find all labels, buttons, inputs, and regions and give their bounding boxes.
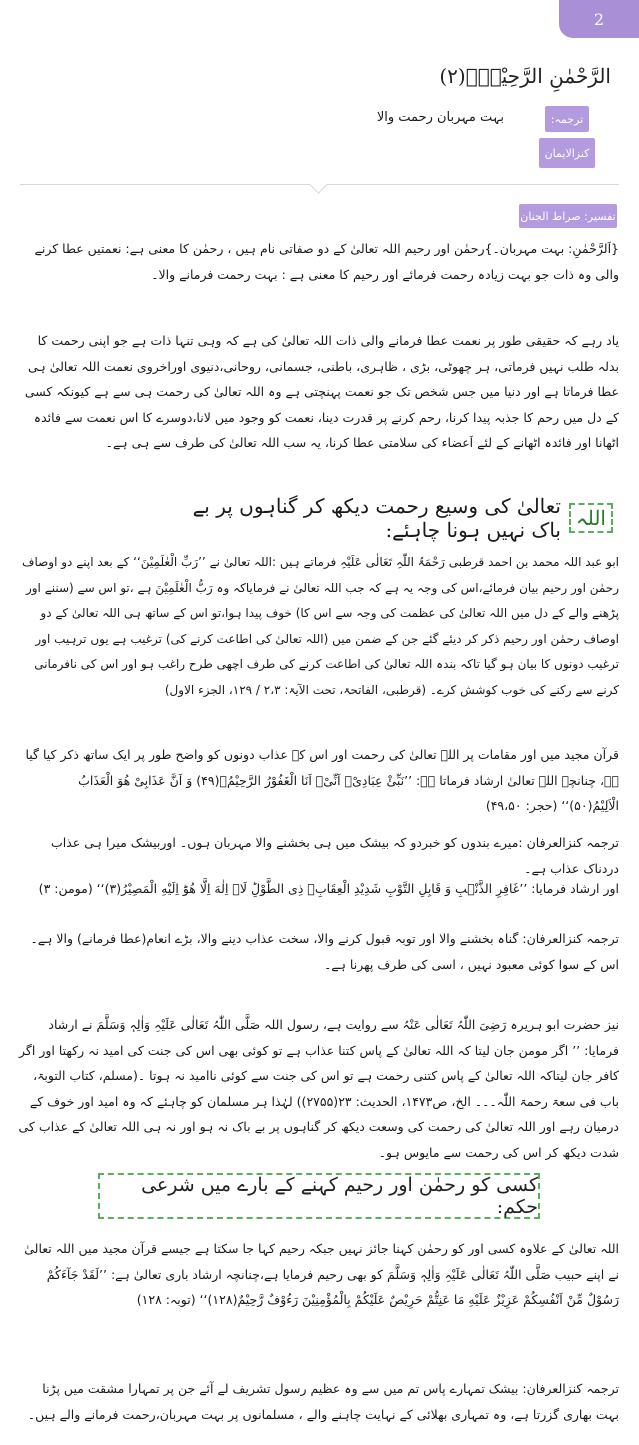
divider-notch [309,175,327,193]
tafseer-tag: تفسیر: صراط الجنان [519,204,617,228]
paragraph-qurtubi: ابو عبد اللہ محمد بن احمد قرطبی رَحْمَۃُ اللّٰہِ تَعَالٰی عَلَیْہِ فرماتے ہیں :اللہ تعالیٰ نے ’’رَبِّ الْعٰلَمِیْنَ‘‘ کے بعد اپنے دو اوصاف رحمٰن اور رحیم بیان فرمائے،اس کی وجہ یہ ہے کہ جب اللہ تعالیٰ نے فرمایاکہ وہ رَبُّ الْعٰلَمِیْنَ ہے ،تو اس سے (سننے اور پڑھنے والے کے دل میں اللہ تعالیٰ کی عظمت کی وجہ سے اس کا) خوف پیدا ہوا،تو اس کے ساتھ ہی اللہ تعالیٰ کے دو اوصاف رحمٰن اور رحیم ذکر کر دیئے گئے جن کے ضمن میں (اللہ تعالیٰ کی اطاعت کرنے کی) ترغیب ہے یوں ترہیب اور ترغیب دونوں کا بیان ہو گیا تاکہ بندہ اللہ تعالیٰ کی اطاعت کرنے کی طرف اچھی طرح راغب ہو اور اس کی نافرمانی کرنے سے رکنے کی خوب کوشش کرے۔ (قرطبی، الفاتحۃ، تحت الآیۃ: ۲،۳ / ۱۲۹، الجزء الاول) [22,555,619,697]
paragraph-quran-verse-momin: اور ارشاد فرمایا: ’’غَافِرِ الذَّنْۢبِ وَ قَابِلِ التَّوْبِ شَدِیْدِ الْعِقَابِۙ ذِی الطَّوْلِؕ لَاۤ اِلٰهَ اِلَّا هُوَؕ اِلَیْهِ الْمَصِیْرُ(۳)‘‘ (مومن: ۳) [38,881,619,896]
heading-text: تعالیٰ کی وسیع رحمت دیکھ کر گناہوں پر بے باک نہیں ہونا چاہئے: [192,494,561,542]
paragraph-translation-momin: ترجمہ کنزالعرفان: گناہ بخشنے والا اور توبہ قبول کرنے والا، سخت عذاب دینے والا، بڑے انعام(عطا فرمانے) والا ہے۔ اس کے سوا کوئی معبود نہیں ، اسی کی طرف پھرنا ہے۔ [30,931,619,972]
heading-allah-highlight: اللہ [569,503,613,533]
kanz-ul-iman-tag: کنزالایمان [539,138,595,168]
paragraph-translation-hijr: ترجمہ کنزالعرفان :میرے بندوں کو خبردو کہ بیشک میں ہی بخشنے والا مہربان ہوں۔ اوربیشک میرا ہی عذاب دردناک عذاب ہے۔ [51,835,619,876]
paragraph-rahim-usage: اللہ تعالیٰ کے علاوہ کسی اور کو رحمٰن کہنا جائز نہیں جبکہ رحیم کہا جا سکتا ہے جیسے قرآن مجید میں اللہ تعالیٰ نے اپنے حبیب صَلَّی اللّٰہُ تَعَالٰی عَلَیْہِ وَاٰلِہٖ وَسَلَّمَ کو بھی رحیم فرمایا ہے،چنانچہ ارشاد باری تعالیٰ ہے: ’’لَقَدْ جَآءَكُمْ رَسُوْلٌ مِّنْ اَنْفُسِكُمْ عَزِیْزٌ عَلَیْهِ مَا عَنِتُّمْ حَرِیْصٌ عَلَیْكُمْ بِالْمُؤْمِنِیْنَ رَءُوْفٌ رَّحِیْمٌ(۱۲۸)‘‘ (توبہ: ۱۲۸) [24,1241,619,1307]
paragraph-translation-tauba: ترجمہ کنزالعرفان: بیشک تمہارے پاس تم میں سے وہ عظیم رسول تشریف لے آئے جن پر تمہارا مشقت میں پڑنا بہت بھاری گزرتا ہے، وہ تمہاری بھلائی کے نہایت چاہنے والے ، مسلمانوں پر بہت مہربان،رحمت فرمانے والے ہیں۔ [27,1381,619,1422]
basmala-verse: الرَّحْمٰنِ الرَّحِیْمِۙ(۲) [439,64,611,88]
tarjuma-tag: ترجمہ: [545,106,589,132]
paragraph-hadith: نیز حضرت ابو ہریرہ رَضِیَ اللّٰہُ تَعَالٰی عَنْہُ سے روایت ہے، رسول اللہ صَلَّی اللّٰہُ تَعَالٰی عَلَیْہِ وَاٰلِہٖ وَسَلَّمَ نے ارشاد فرمایا: ’’ اگر مومن جان لیتا کہ اللہ تعالیٰ کے پاس کتنا عذاب ہے تو کوئی بھی اس کی جنت کی امید نہ رکھتا اور اگر کافر جان لیتاکہ اللہ تعالیٰ کے پاس کتنی رحمت ہے تو اس کی جنت سے کوئی ناامید نہ ہوتا ۔(مسلم، کتاب التوبۃ، باب فی سعۃ رحمۃ اللّٰہ۔۔۔ الخ، ص۱۴۷۳، الحدیث: ۲۳(۲۷۵۵)) لہٰذا ہر مسلمان کو چاہئے کہ وہ امید اور خوف کے درمیان رہے اور اللہ تعالیٰ کی رحمت کی وسعت دیکھ کر گناہوں پر بے باک نہ ہو اور نہ ہی اللہ تعالیٰ کے عذاب کی شدت دیکھ کر اس کی رحمت سے مایوس ہو۔ [18,1017,619,1160]
paragraph-quran-verse-hijr: قرآن مجید میں اور مقامات پر اللہ تعالیٰ کی رحمت اور اس کے عذاب دونوں کو واضح طور پر ایک ساتھ ذکر کیا گیا ہے، چنانچہ اللہ تعالیٰ ارشاد فرماتا ہے: ’’نَبِّئْ عِبَادِیْۤ اَنِّیْۤ اَنَا الْغَفُوْرُ الرَّحِیْمُۙ(۴۹) وَ اَنَّ عَذَابِیْ هُوَ الْعَذَابُ الْاَلِیْمُ(۵۰)‘‘ (حجر: ۴۹،۵۰) [25,747,619,813]
paragraph-rahman-meaning: {اَلرَّحْمٰنِ: بہت مہربان۔}رحمٰن اور رحیم اللہ تعالیٰ کے دو صفاتی نام ہیں ، رحمٰن کا معنی ہے: نعمتیں عطا کرنے والی وہ ذات جو بہت زیادہ رحمت فرمائے اور رحیم کا معنی ہے : بہت رحمت فرمانے والا۔ [34,241,619,282]
verse-translation: بہت مہربان رحمت والا [376,110,504,125]
heading-mercy-warning [173,494,613,542]
heading-sharai-hukm: کسی کو رحمٰن اور رحیم کہنے کے بارے میں شرعی حکم: [98,1173,540,1219]
paragraph-rahmat-explanation: یاد رہے کہ حقیقی طور پر نعمت عطا فرمانے والی ذات اللہ تعالیٰ کی ہے کہ وہی تنہا ذات ہے جو اپنی رحمت کا بدلہ طلب نہیں فرماتی، ہر چھوٹی، بڑی ، ظاہری، باطنی، جسمانی، روحانی،دنیوی اوراخروی نعمت اللہ تعالیٰ ہی عطا فرماتا ہے اور دنیا میں جس شخص تک جو نعمت پہنچتی ہے وہ اللہ تعالیٰ کی رحمت ہی سے ہے کیونکہ کسی کے دل میں رحم کا جذبہ پیدا کرنا، رحم کرنے پر قدرت دینا، نعمت کو وجود میں لانا،دوسرے کا اس نعمت سے فائدہ اٹھانا اور فائدہ اٹھانے کے لئے اَعضاء کی سلامتی عطا کرنا، یہ سب اللہ تعالیٰ کی طرف سے ہی ہے۔ [24,333,619,450]
page-number: 2 [559,0,639,38]
